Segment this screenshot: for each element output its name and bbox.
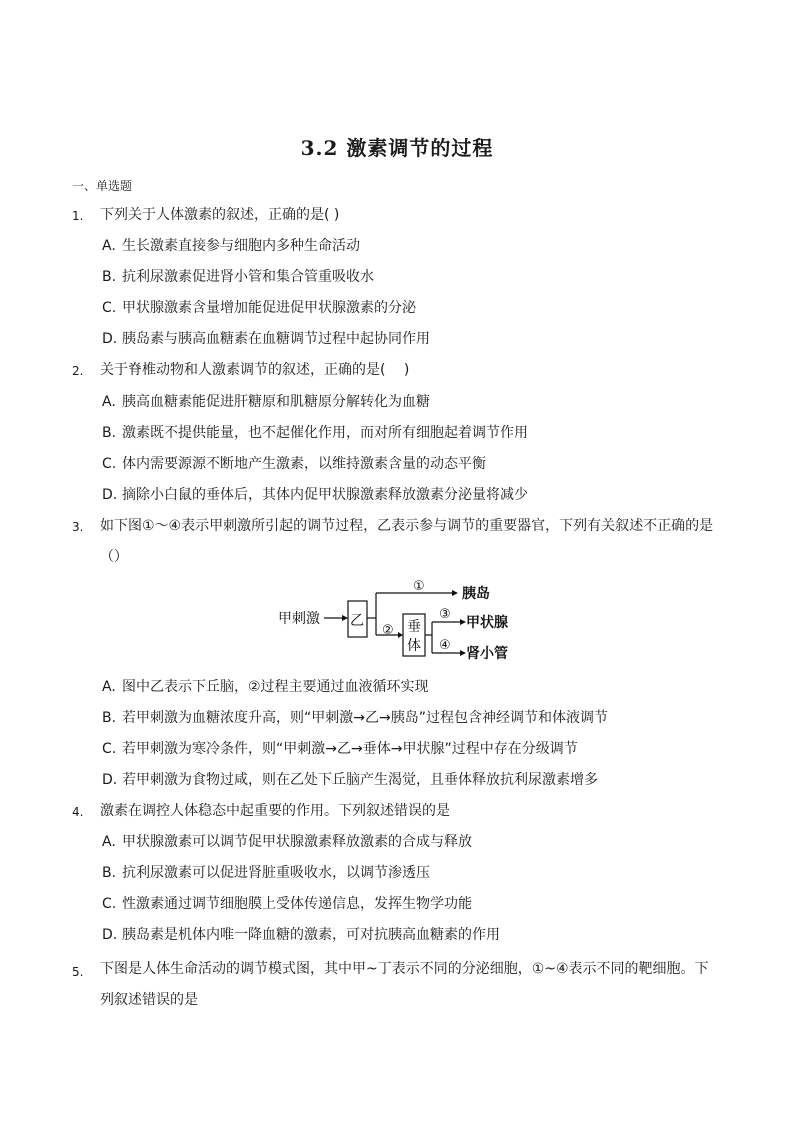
option-label: D. bbox=[102, 487, 118, 503]
question-3-number: 3. bbox=[72, 520, 84, 534]
option-label: B. bbox=[102, 425, 117, 441]
question-2-option-a bbox=[102, 391, 430, 413]
option-label: D. bbox=[102, 331, 118, 347]
question-1-option-c bbox=[102, 297, 416, 319]
arrowhead bbox=[452, 590, 458, 596]
question-4-option-a bbox=[102, 831, 472, 853]
path-4-label: ④ bbox=[439, 638, 451, 653]
question-2-text: 关于脊椎动物和人激素调节的叙述，正确的是( ) bbox=[100, 362, 410, 378]
target-islet-label: 胰岛 bbox=[462, 586, 490, 602]
question-1-option-b bbox=[102, 266, 374, 288]
path-1-label: ① bbox=[413, 579, 425, 594]
option-text: 甲状腺激素含量增加能促进促甲状腺激素的分泌 bbox=[122, 300, 416, 316]
pituitary-bottom-label: 体 bbox=[407, 638, 421, 654]
option-label: B. bbox=[102, 865, 117, 881]
target-renal-tubule-label: 肾小管 bbox=[466, 646, 508, 662]
question-2-option-c bbox=[102, 453, 486, 475]
option-text: 摘除小白鼠的垂体后，其体内促甲状腺激素释放激素分泌量将减少 bbox=[122, 487, 528, 503]
target-thyroid-label: 甲状腺 bbox=[466, 615, 508, 631]
option-text: 胰岛素是机体内唯一降血糖的激素，可对抗胰高血糖素的作用 bbox=[122, 927, 500, 943]
option-label: A. bbox=[102, 679, 116, 695]
option-text: 性激素通过调节细胞膜上受体传递信息，发挥生物学功能 bbox=[122, 896, 472, 912]
question-1-number: 1. bbox=[72, 209, 84, 223]
option-text: 胰岛素与胰高血糖素在血糖调节过程中起协同作用 bbox=[122, 331, 430, 347]
path-3-label: ③ bbox=[439, 607, 451, 622]
option-label: C. bbox=[102, 456, 117, 472]
question-4-number: 4. bbox=[72, 805, 84, 819]
option-text: 激素既不提供能量，也不起催化作用，而对所有细胞起着调节作用 bbox=[122, 425, 528, 441]
option-text: 抗利尿激素促进肾小管和集合管重吸收水 bbox=[122, 269, 374, 285]
option-label: B. bbox=[102, 710, 117, 726]
option-label: C. bbox=[102, 896, 117, 912]
question-2-option-b bbox=[102, 422, 528, 444]
pituitary-top-label: 垂 bbox=[407, 619, 421, 635]
regulation-diagram bbox=[276, 575, 526, 670]
option-label: D. bbox=[102, 927, 118, 943]
option-label: B. bbox=[102, 269, 117, 285]
option-text: 体内需要源源不断地产生激素，以维持激素含量的动态平衡 bbox=[122, 456, 486, 472]
option-label: D. bbox=[102, 772, 118, 788]
option-label: C. bbox=[102, 300, 117, 316]
question-5-text: 下图是人体生命活动的调节模式图，其中甲~丁表示不同的分泌细胞，①~④表示不同的靶细胞。下列叙述错误的是 bbox=[100, 961, 709, 1008]
option-label: A. bbox=[102, 238, 116, 254]
path-2-label: ② bbox=[382, 623, 394, 638]
question-3-option-c bbox=[102, 738, 578, 760]
option-text: 若甲刺激为寒冷条件，则“甲刺激→乙→垂体→甲状腺”过程中存在分级调节 bbox=[122, 741, 578, 757]
option-label: C. bbox=[102, 741, 117, 757]
question-5-number: 5. bbox=[72, 965, 84, 979]
option-text: 若甲刺激为血糖浓度升高，则“甲刺激→乙→胰岛”过程包含神经调节和体液调节 bbox=[122, 710, 608, 726]
diagram-stimulus-label: 甲刺激 bbox=[278, 611, 320, 627]
option-text: 胰高血糖素能促进肝糖原和肌糖原分解转化为血糖 bbox=[122, 394, 430, 410]
option-text: 图中乙表示下丘脑，②过程主要通过血液循环实现 bbox=[122, 679, 429, 695]
question-3-text: 如下图①～④表示甲刺激所引起的调节过程，乙表示参与调节的重要器官，下列有关叙述不正确的是（） bbox=[100, 518, 714, 565]
question-2-option-d bbox=[102, 484, 528, 506]
option-text: 抗利尿激素可以促进肾脏重吸收水，以调节渗透压 bbox=[122, 865, 430, 881]
diagram-organ-label: 乙 bbox=[350, 613, 364, 629]
question-3-option-d bbox=[102, 769, 598, 791]
section-heading: 一、单选题 bbox=[72, 179, 133, 193]
question-2-number: 2. bbox=[72, 364, 84, 378]
arrowhead bbox=[342, 615, 348, 621]
question-1-option-a bbox=[102, 235, 360, 257]
option-text: 若甲刺激为食物过咸，则在乙处下丘脑产生渴觉，且垂体释放抗利尿激素增多 bbox=[122, 772, 598, 788]
question-4-text: 激素在调控人体稳态中起重要的作用。下列叙述错误的是 bbox=[100, 803, 450, 819]
page-title: 3.2 激素调节的过程 bbox=[300, 136, 494, 160]
option-label: A. bbox=[102, 394, 116, 410]
question-3-option-a bbox=[102, 676, 429, 698]
question-4-option-b bbox=[102, 862, 430, 884]
question-1-option-d bbox=[102, 328, 430, 350]
option-label: A. bbox=[102, 834, 116, 850]
question-4-option-c bbox=[102, 893, 472, 915]
question-3-option-b bbox=[102, 707, 608, 729]
arrowhead bbox=[398, 632, 403, 638]
question-1-text: 下列关于人体激素的叙述，正确的是( ) bbox=[100, 207, 340, 223]
option-text: 甲状腺激素可以调节促甲状腺激素释放激素的合成与释放 bbox=[122, 834, 472, 850]
question-4-option-d bbox=[102, 924, 500, 946]
option-text: 生长激素直接参与细胞内多种生命活动 bbox=[122, 238, 360, 254]
